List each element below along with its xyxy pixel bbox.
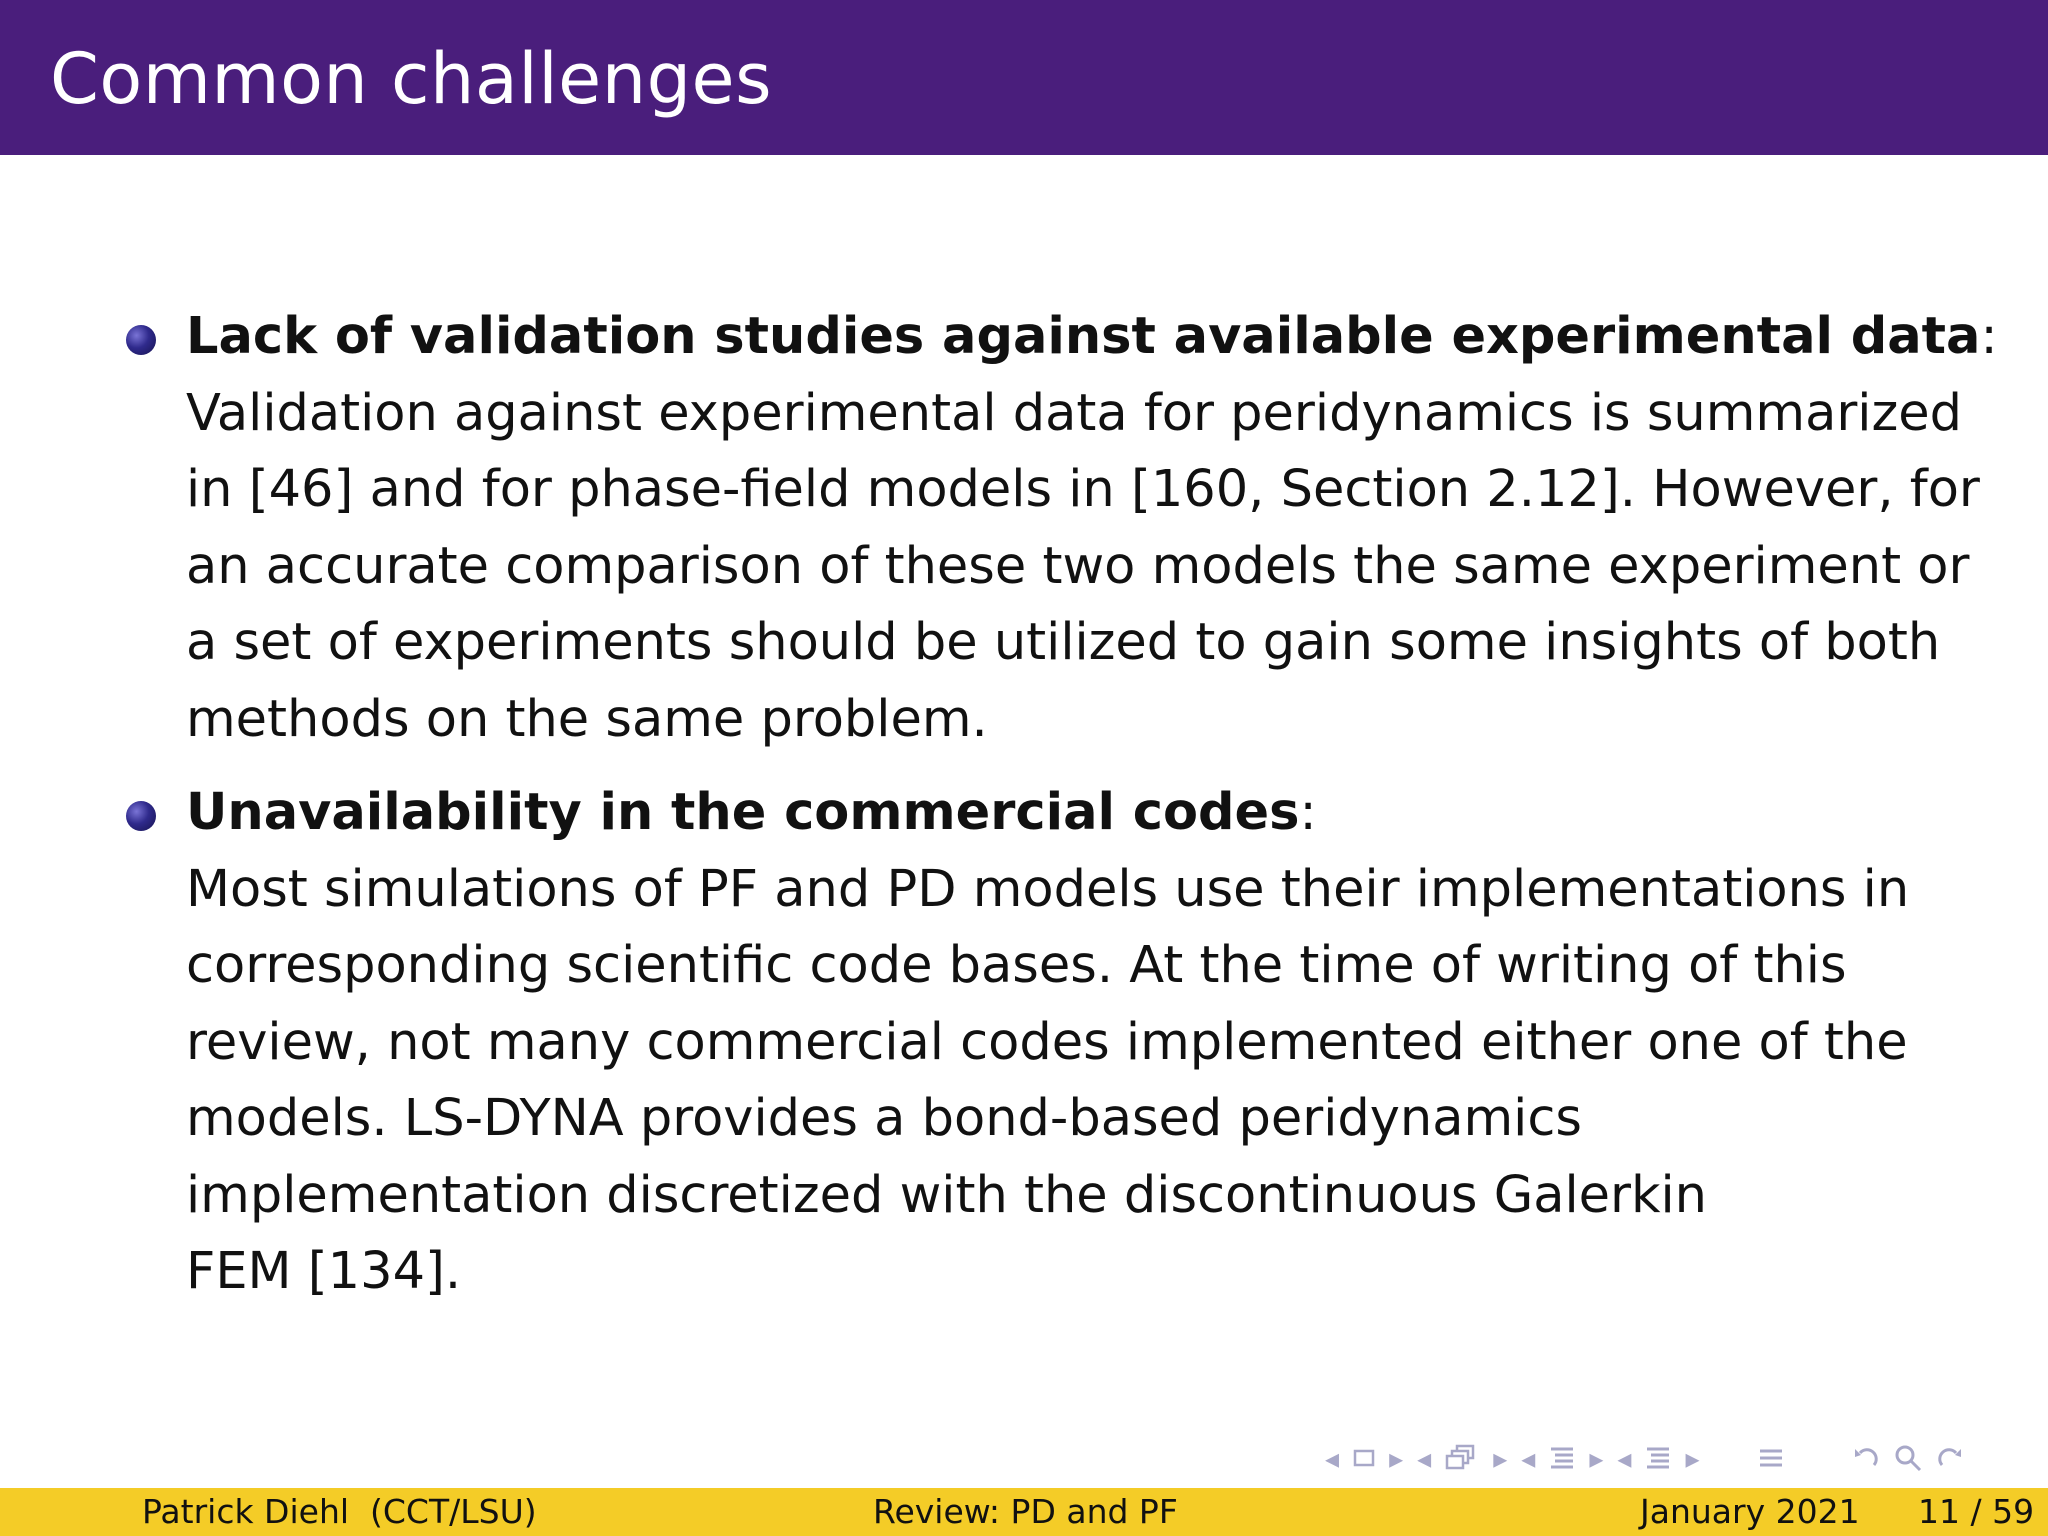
item-text-line: corresponding scientific code bases. At the time of writing of this xyxy=(186,936,1847,995)
nav-right-arrow-icon[interactable]: ▸ xyxy=(1685,1441,1700,1475)
nav-left-arrow-icon[interactable]: ◂ xyxy=(1325,1441,1340,1475)
item-text-line: Validation against experimental data for peridynamics is summarized xyxy=(186,383,1962,443)
navigation-bar xyxy=(1325,1438,1964,1478)
item-text-line: in [46] and for phase-field models in [160, Section 2.12]. However, for xyxy=(186,460,1980,519)
footer-date: January 2021 xyxy=(1640,1492,1860,1531)
section-icon[interactable] xyxy=(1549,1445,1575,1471)
nav-right-arrow-icon[interactable]: ▸ xyxy=(1389,1441,1404,1475)
item-heading-suffix: : xyxy=(1299,783,1317,842)
search-icon[interactable] xyxy=(1894,1444,1922,1472)
item-text-line: implementation discretized with the discontinuous Galerkin xyxy=(186,1165,1708,1225)
slide-title: Common challenges xyxy=(50,38,773,120)
nav-left-arrow-icon[interactable]: ◂ xyxy=(1617,1441,1632,1475)
footer-page-number: 11 / 59 xyxy=(1918,1492,2035,1531)
forward-icon[interactable] xyxy=(1936,1445,1964,1471)
nav-left-arrow-icon[interactable]: ◂ xyxy=(1417,1441,1432,1475)
item-heading-suffix: : xyxy=(1980,307,1998,366)
footer-author: Patrick Diehl (CCT/LSU) xyxy=(142,1492,537,1531)
item-text-line: a set of experiments should be utilized to gain some insights of both xyxy=(186,613,1941,672)
item-text-line: FEM [134]. xyxy=(186,1242,462,1301)
item-heading-line xyxy=(186,299,1998,376)
item-text-line: methods on the same problem. xyxy=(186,689,988,749)
section-icon[interactable] xyxy=(1645,1445,1671,1471)
frame-icon[interactable] xyxy=(1353,1449,1375,1467)
item-heading: Unavailability in the commercial codes xyxy=(186,783,1300,842)
nav-right-arrow-icon[interactable]: ▸ xyxy=(1589,1441,1604,1475)
item-heading: Lack of validation studies against available experimental data xyxy=(186,307,1981,366)
item-text-line: models. LS-DYNA provides a bond-based peridynamics xyxy=(186,1089,1582,1148)
nav-right-arrow-icon[interactable]: ▸ xyxy=(1493,1441,1508,1475)
item-text-line: Most simulations of PF and PD models use their implementations in xyxy=(186,859,1910,919)
item-text-line: review, not many commercial codes implemented either one of the xyxy=(186,1012,1908,1072)
bullet-item xyxy=(186,299,1998,758)
subsection-icon[interactable] xyxy=(1445,1444,1479,1472)
item-text-line: an accurate comparison of these two models the same experiment or xyxy=(186,536,1970,596)
nav-left-arrow-icon[interactable]: ◂ xyxy=(1521,1441,1536,1475)
back-icon[interactable] xyxy=(1852,1445,1880,1471)
bullet-icon xyxy=(126,801,156,831)
align-icon[interactable] xyxy=(1758,1445,1784,1471)
bullet-icon xyxy=(126,325,156,355)
footer-title: Review: PD and PF xyxy=(873,1492,1178,1531)
bullet-item xyxy=(186,775,1986,1311)
item-heading-line xyxy=(186,775,1986,852)
